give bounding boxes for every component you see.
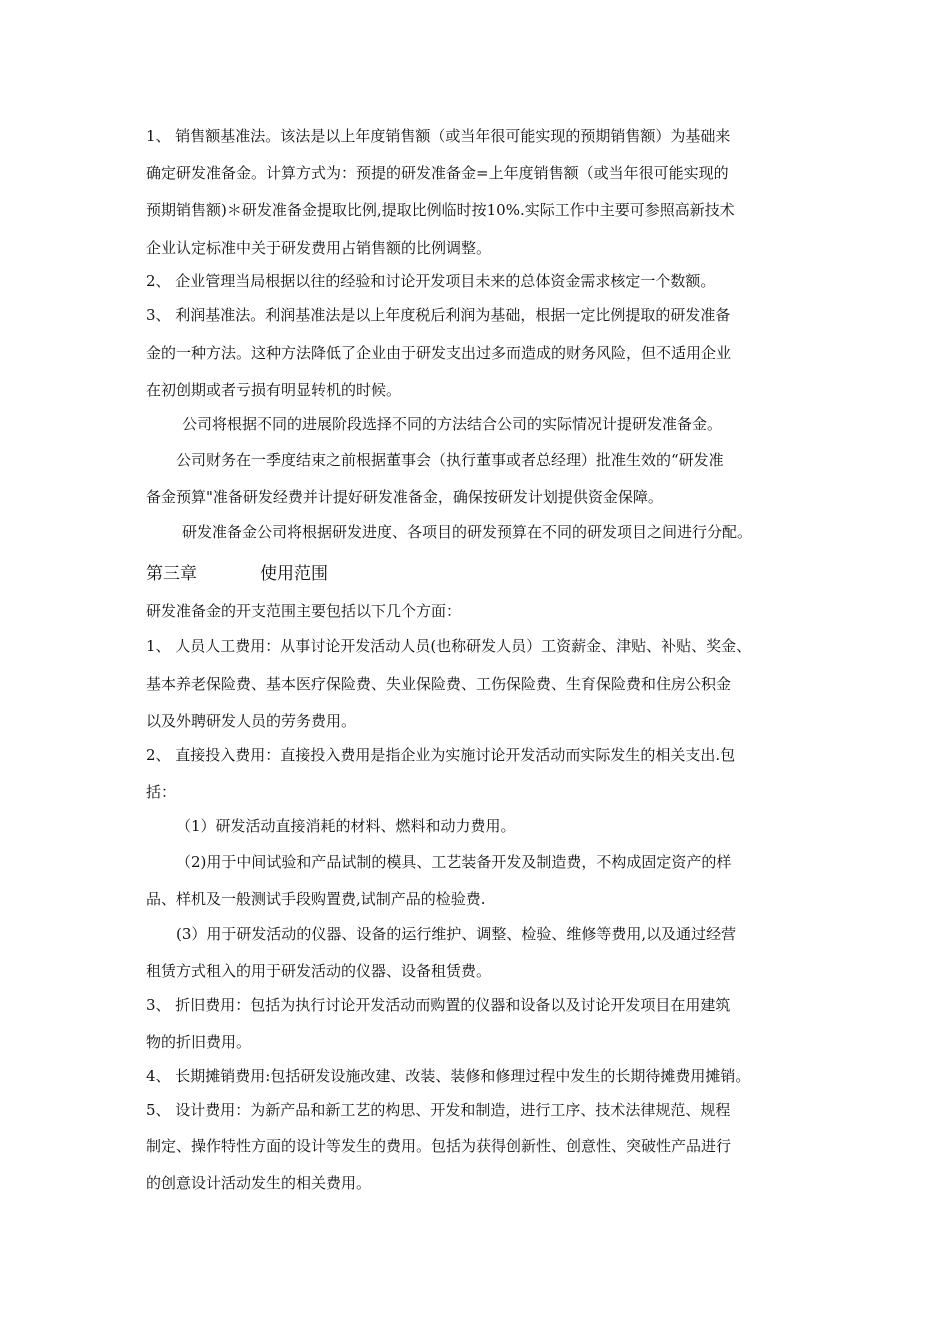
text-line: 研发准备金公司将根据研发进度、各项目的研发预算在不同的研发项目之间进行分配。 — [182, 523, 753, 541]
text-line: 确定研发准备金。计算方式为：预提的研发准备金=上年度销售额（或当年很可能实现的 — [146, 164, 729, 182]
text-line: 4、 长期摊销费用:包括研发设施改建、改装、装修和修理过程中发生的长期待摊费用摊销。 — [146, 1067, 751, 1085]
text-line: 公司将根据不同的进展阶段选择不同的方法结合公司的实际情况计提研发准备金。 — [182, 415, 723, 433]
text-line: 金的一种方法。这种方法降低了企业由于研发支出过多而造成的财务风险，但不适用企业 — [146, 344, 732, 362]
text-line: （2)用于中间试验和产品试制的模具、工艺装备开发及制造费，不构成固定资产的样 — [176, 853, 732, 871]
text-line: 2、 企业管理当局根据以往的经验和讨论开发项目未来的总体资金需求核定一个数额。 — [146, 272, 716, 290]
text-line: 的创意设计活动发生的相关费用。 — [146, 1174, 372, 1192]
text-line: 研发准备金的开支范围主要包括以下几个方面： — [146, 602, 462, 620]
chapter-number: 第三章 — [146, 564, 197, 584]
text-line: 企业认定标准中关于研发费用占销售额的比例调整。 — [146, 239, 492, 257]
chapter-heading — [146, 563, 328, 585]
text-line: 1、 销售额基准法。该法是以上年度销售额（或当年很可能实现的预期销售额）为基础来 — [146, 127, 731, 145]
text-line: (3）用于研发活动的仪器、设备的运行维护、调整、检验、维修等费用,以及通过经营 — [176, 925, 737, 943]
chapter-title: 使用范围 — [260, 564, 328, 584]
text-line: 制定、操作特性方面的设计等发生的费用。包括为获得创新性、创意性、突破性产品进行 — [146, 1137, 732, 1155]
text-line: 基本养老保险费、基本医疗保险费、失业保险费、工伤保险费、生育保险费和住房公积金 — [146, 675, 732, 693]
text-line: 品、样机及一般测试手段购置费,试制产品的检验费. — [146, 890, 486, 908]
text-line: 3、 利润基准法。利润基准法是以上年度税后利润为基础，根据一定比例提取的研发准备 — [146, 306, 731, 324]
text-line: 公司财务在一季度结束之前根据董事会（执行董事或者总经理）批准生效的“研发准 — [176, 451, 724, 469]
text-line: 在初创期或者亏损有明显转机的时候。 — [146, 381, 402, 399]
text-line: 租赁方式租入的用于研发活动的仪器、设备租赁费。 — [146, 962, 492, 980]
text-line: 3、 折旧费用：包括为执行讨论开发活动而购置的仪器和设备以及讨论开发项目在用建筑 — [146, 996, 731, 1014]
text-line: 5、 设计费用：为新产品和新工艺的构思、开发和制造，进行工序、技术法律规范、规程 — [146, 1101, 731, 1119]
text-line: 1、 人员人工费用：从事讨论开发活动人员(也称研发人员）工资薪金、津贴、补贴、奖金、 — [146, 637, 752, 655]
text-line: 物的折旧费用。 — [146, 1033, 252, 1051]
text-line: 预期销售额)＊研发准备金提取比例,提取比例临时按10%.实际工作中主要可参照高新技术 — [146, 201, 735, 219]
text-line: 以及外聘研发人员的劳务费用。 — [146, 712, 357, 730]
text-line: 备金预算"准备研发经费并计提好研发准备金，确保按研发计划提供资金保障。 — [146, 488, 663, 506]
text-line: 括： — [146, 783, 177, 801]
text-line: （1）研发活动直接消耗的材料、燃料和动力费用。 — [176, 817, 516, 835]
text-line: 2、 直接投入费用：直接投入费用是指企业为实施讨论开发活动而实际发生的相关支出.包 — [146, 746, 736, 764]
